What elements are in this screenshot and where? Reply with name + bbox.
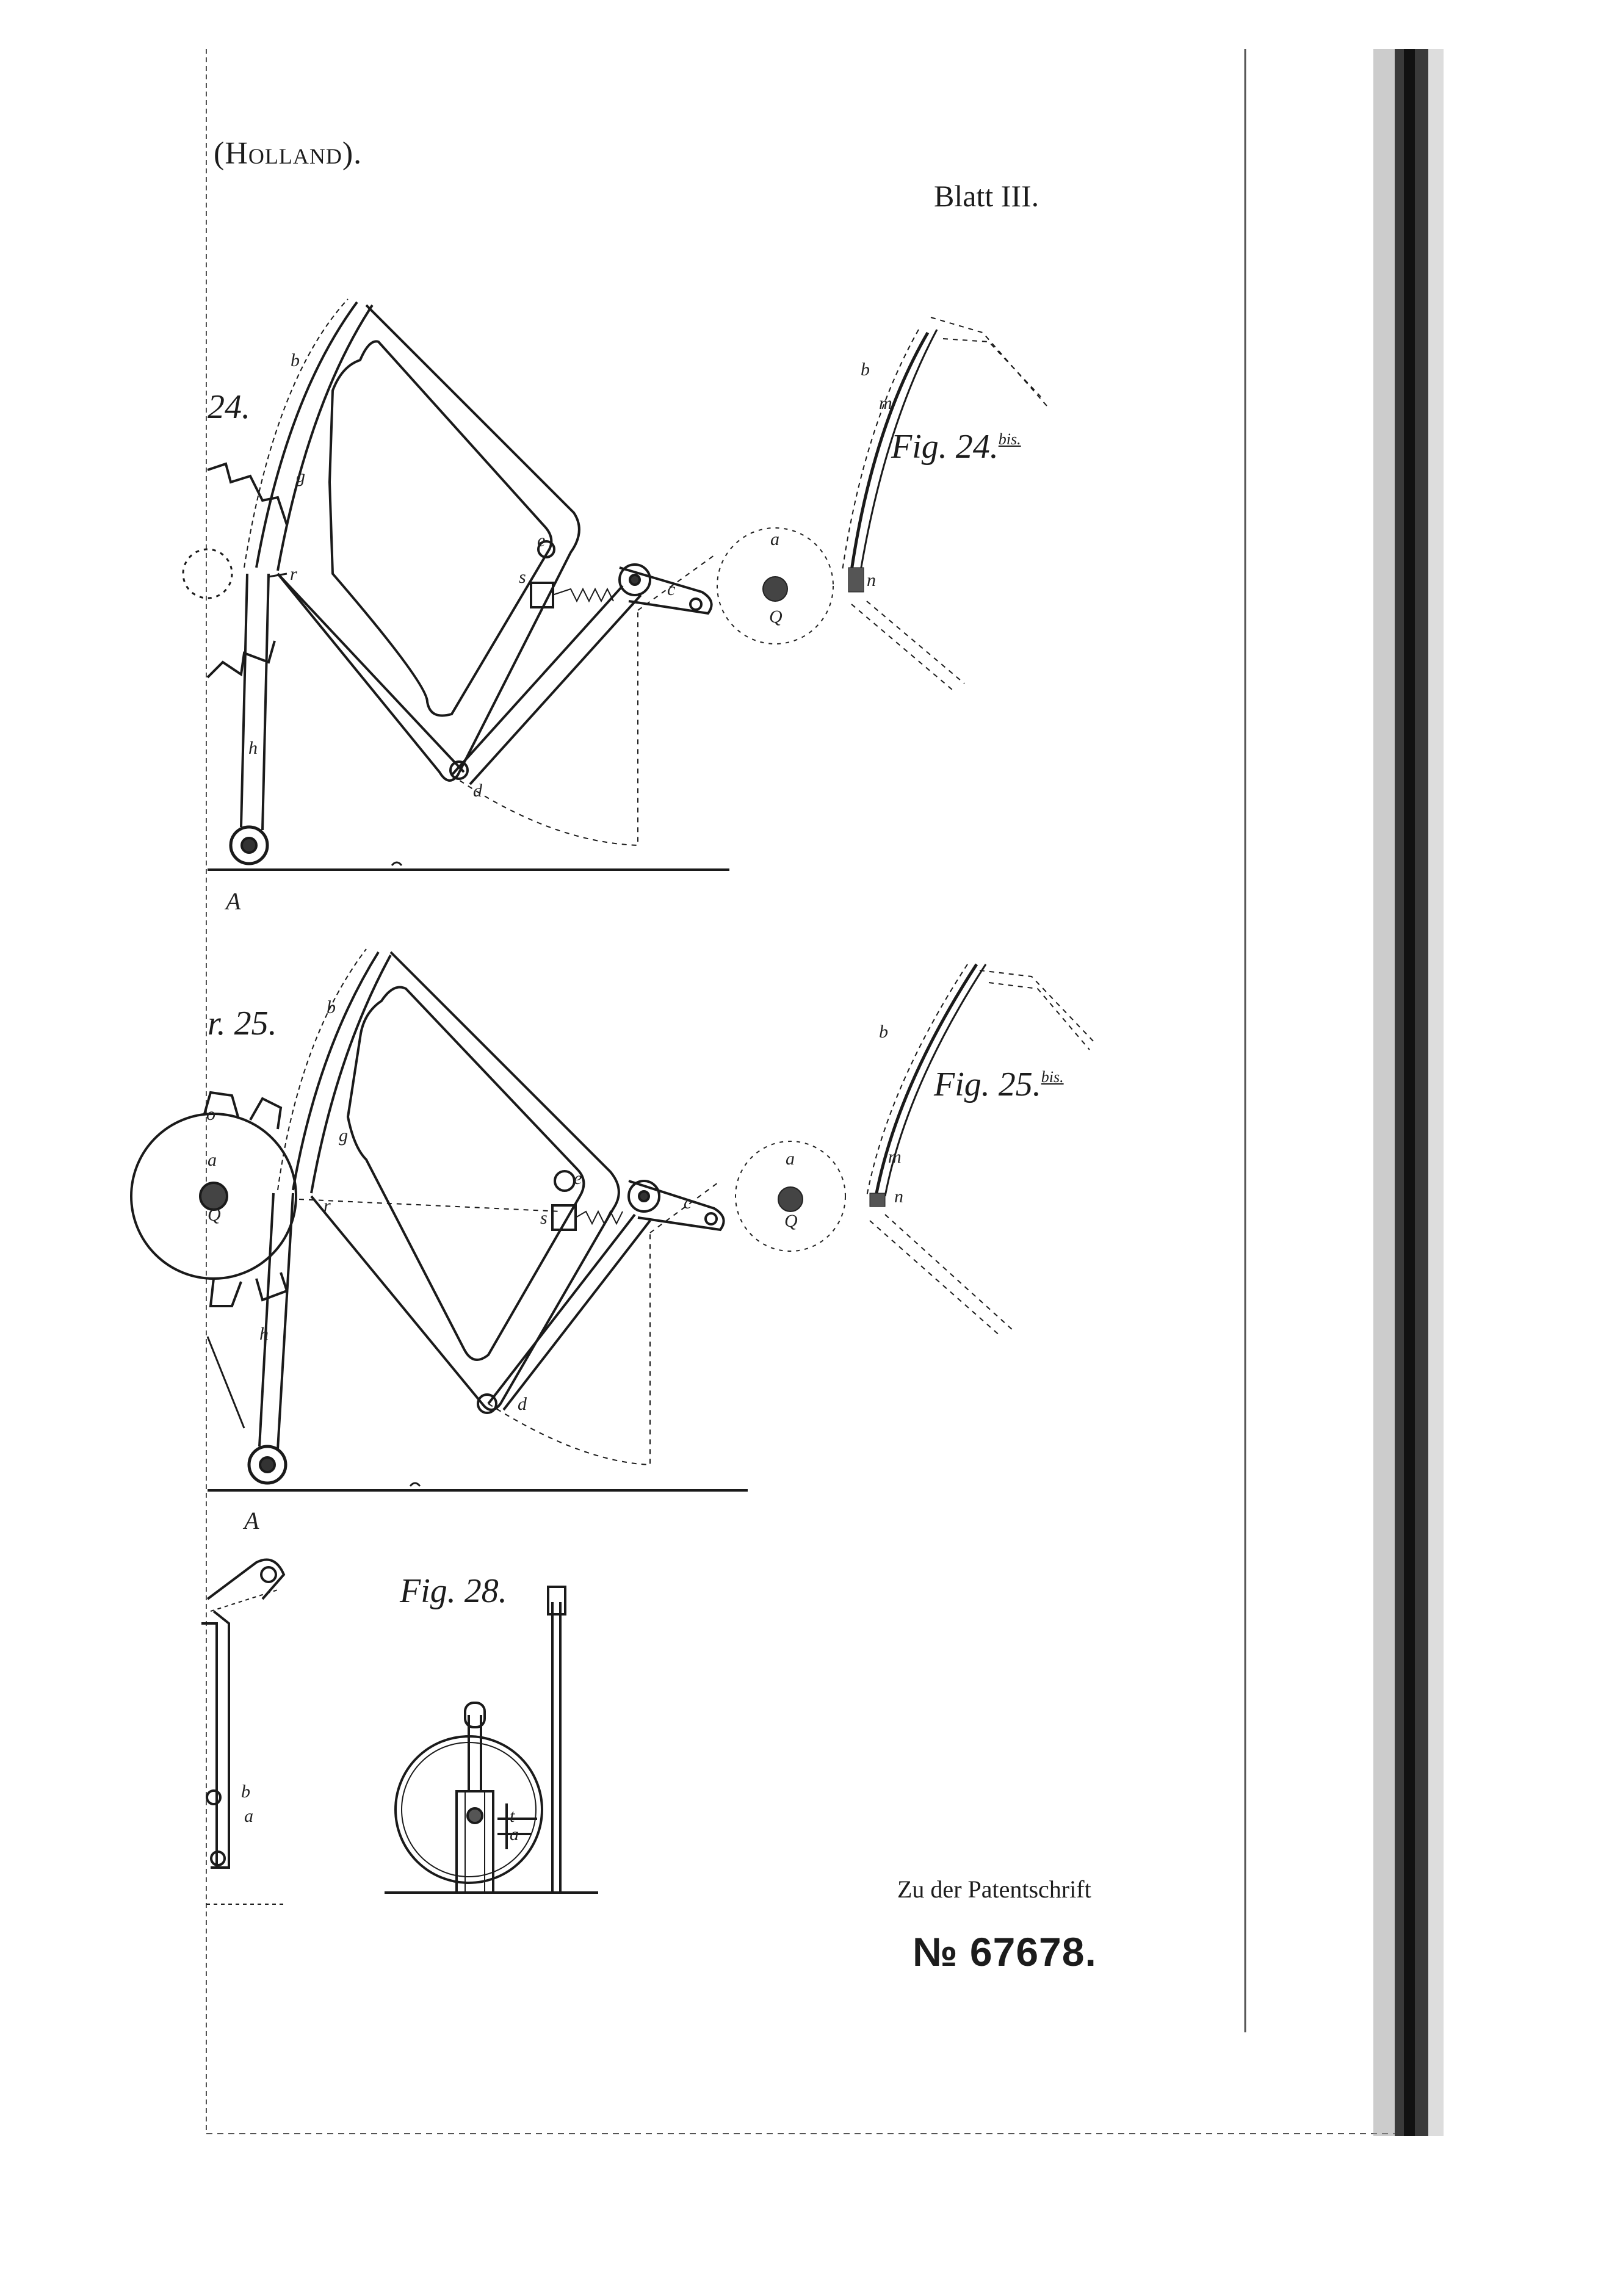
- part-Q-25-shaft: Q: [784, 1211, 798, 1231]
- part-m-24bis: m: [879, 393, 892, 413]
- part-d-24: d: [473, 781, 482, 801]
- part-g-25: g: [339, 1125, 348, 1146]
- part-a-24: a: [770, 529, 779, 549]
- part-A-24: A: [226, 887, 241, 915]
- part-h-24: h: [248, 738, 258, 758]
- fig-24-bis-drawing: [842, 317, 1047, 690]
- part-A-25: A: [244, 1507, 259, 1534]
- fig-28-drawing: [385, 1587, 598, 1893]
- part-h-25: h: [259, 1324, 269, 1344]
- fig-28-label: Fig. 28.: [400, 1572, 507, 1610]
- fig-25-label-partial: r. 25.: [208, 1005, 277, 1042]
- fig-24-bis-label: [891, 427, 1021, 466]
- part-o-25: o: [206, 1104, 215, 1124]
- part-m-25bis: m: [888, 1147, 902, 1167]
- part-c-24: c: [667, 579, 676, 599]
- part-s-25: s: [540, 1208, 548, 1228]
- part-g-24: g: [296, 466, 305, 486]
- part-n-24bis: n: [867, 570, 876, 590]
- part-b-25bis: b: [879, 1022, 888, 1042]
- part-e-24: e: [537, 530, 546, 551]
- fig-25-bis-suffix: bis.: [1041, 1068, 1064, 1086]
- fig-24-bis-suffix: bis.: [998, 430, 1021, 448]
- part-r-25: r: [324, 1196, 331, 1216]
- fig-25-bis-label: [934, 1065, 1064, 1104]
- part-b-24bis: b: [861, 359, 870, 380]
- part-a-25-shaft: a: [786, 1149, 795, 1169]
- sheet-number: Blatt III.: [934, 179, 1039, 213]
- fig-25-bis-text: Fig. 25.: [934, 1066, 1041, 1103]
- part-Q-25: Q: [208, 1205, 221, 1225]
- part-b-24: b: [291, 350, 300, 370]
- part-c-25: c: [684, 1193, 692, 1213]
- fig-27-partial-drawing: [201, 1560, 287, 1905]
- fig-24-drawing: [183, 299, 729, 870]
- patent-caption: Zu der Patentschrift: [897, 1875, 1091, 1903]
- binding-edge: [1373, 49, 1444, 2136]
- part-letters: [206, 350, 903, 1844]
- part-Q-24: Q: [769, 607, 783, 627]
- part-t-28: t: [510, 1806, 515, 1826]
- part-b-25: b: [327, 997, 336, 1017]
- part-a-27: a: [244, 1806, 253, 1826]
- patent-number: № 67678.: [913, 1929, 1097, 1974]
- page-border-lines: [206, 49, 1404, 2134]
- part-b-27: b: [241, 1782, 250, 1802]
- fig-24-bis-text: Fig. 24.: [891, 428, 999, 466]
- fig-24-label-partial: 24.: [208, 388, 250, 426]
- part-e-25: e: [574, 1168, 582, 1188]
- part-n-25bis: n: [894, 1186, 903, 1207]
- part-r-24: r: [290, 564, 297, 584]
- part-a-28: a: [510, 1824, 519, 1844]
- part-a-25: a: [208, 1150, 217, 1170]
- applicant-header: (Holland).: [214, 136, 363, 171]
- part-d-25: d: [518, 1394, 527, 1414]
- part-s-24: s: [519, 567, 526, 587]
